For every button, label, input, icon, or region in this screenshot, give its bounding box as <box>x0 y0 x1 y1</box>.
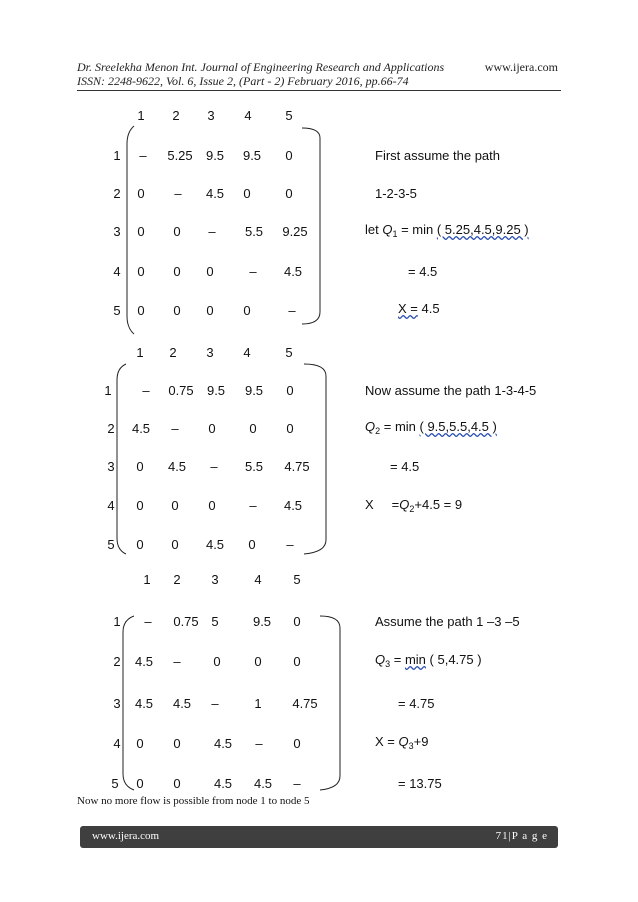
matrix-cell: 0 <box>285 186 293 201</box>
note-equation: $X = Q_3+9$ <box>375 734 429 751</box>
matrix-cell: 4.5 <box>131 421 151 436</box>
matrix-cell: 9.5 <box>206 383 226 398</box>
left-bracket <box>124 124 136 336</box>
col-header: 3 <box>206 345 214 360</box>
matrix-cell: 4.5 <box>167 459 187 474</box>
matrix-cell: – <box>286 537 294 552</box>
matrix-cell: 0 <box>173 736 181 751</box>
matrix-cell: – <box>208 224 216 239</box>
matrix-cell: 0 <box>137 224 145 239</box>
matrix-cell: 0 <box>208 421 216 436</box>
matrix-cell: – <box>255 736 263 751</box>
matrix-cell: 0 <box>293 736 301 751</box>
matrix-cell: 0 <box>173 776 181 791</box>
row-label: 5 <box>107 537 115 552</box>
row-label: 2 <box>113 654 121 669</box>
matrix-cell: 0 <box>137 303 145 318</box>
col-header: 1 <box>137 108 145 123</box>
col-header: 2 <box>169 345 177 360</box>
matrix-cell: 9.5 <box>244 383 264 398</box>
matrix-cell: 0 <box>136 776 144 791</box>
matrix-cell: 9.5 <box>252 614 272 629</box>
matrix-cell: 9.5 <box>205 148 225 163</box>
col-header: 4 <box>243 345 251 360</box>
matrix-cell: 4.75 <box>284 459 310 474</box>
note-text: = 4.5 <box>390 459 420 474</box>
matrix-cell: 0 <box>137 186 145 201</box>
matrix-cell: 4.5 <box>213 736 233 751</box>
matrix-cell: – <box>139 148 147 163</box>
matrix-cell: 4.5 <box>283 498 303 513</box>
row-label: 5 <box>111 776 119 791</box>
matrix-cell: 0 <box>171 498 179 513</box>
matrix-cell: 0 <box>285 148 293 163</box>
matrix-cell: 0 <box>173 224 181 239</box>
matrix-cell: 0 <box>243 186 251 201</box>
matrix-cell: 0 <box>136 537 144 552</box>
matrix-cell: 5.5 <box>244 224 264 239</box>
matrix-cell: 0 <box>173 264 181 279</box>
row-label: 4 <box>113 264 121 279</box>
matrix-cell: 4.5 <box>134 654 154 669</box>
matrix-cell: – <box>142 383 150 398</box>
note-text: = 4.75 <box>398 696 435 711</box>
matrix-cell: 0 <box>173 303 181 318</box>
matrix-cell: 0 <box>136 498 144 513</box>
row-label: 1 <box>113 148 121 163</box>
note-text: Assume the path 1 –3 –5 <box>375 614 520 629</box>
col-header: 2 <box>173 572 181 587</box>
col-header: 3 <box>211 572 219 587</box>
matrix-cell: 0 <box>286 421 294 436</box>
matrix-cell: 1 <box>254 696 262 711</box>
matrix-cell: 0 <box>136 459 144 474</box>
left-bracket <box>113 362 129 556</box>
note-text: First assume the path <box>375 148 500 163</box>
matrix-cell: 0 <box>208 498 216 513</box>
matrix-cell: 4.5 <box>205 186 225 201</box>
matrix-cell: – <box>210 459 218 474</box>
matrix-cell: – <box>249 498 257 513</box>
matrix-cell: 0 <box>293 654 301 669</box>
col-header: 5 <box>285 108 293 123</box>
right-bracket <box>318 614 344 792</box>
note-equation: $Q_2 = \min$ ( 9.5,5.5,4.5 ) <box>365 419 497 436</box>
row-label: 1 <box>104 383 112 398</box>
matrix-cell: – <box>288 303 296 318</box>
matrix-cell: 0 <box>206 264 214 279</box>
col-header: 1 <box>143 572 151 587</box>
col-header: 5 <box>285 345 293 360</box>
matrix-cell: 4.5 <box>134 696 154 711</box>
note-equation: let $Q_1 = \min$ ( 5.25,4.5,9.25 ) <box>365 222 529 239</box>
matrix-cell: 0 <box>136 736 144 751</box>
row-label: 3 <box>107 459 115 474</box>
row-label: 3 <box>113 224 121 239</box>
col-header: 4 <box>244 108 252 123</box>
journal-header-line1: Dr. Sreelekha Menon Int. Journal of Engineering Research and Applications <box>77 60 445 74</box>
col-header: 4 <box>254 572 262 587</box>
note-text: Now assume the path 1-3-4-5 <box>365 383 537 398</box>
matrix-cell: 0.75 <box>173 614 199 629</box>
matrix-cell: – <box>144 614 152 629</box>
matrix-cell: 0 <box>213 654 221 669</box>
header-rule <box>77 90 561 91</box>
matrix-cell: 9.5 <box>242 148 262 163</box>
row-label: 2 <box>107 421 115 436</box>
page-number: 71|P a g e <box>495 830 548 842</box>
col-header: 3 <box>207 108 215 123</box>
matrix-cell: 4.5 <box>172 696 192 711</box>
matrix-cell: 0 <box>171 537 179 552</box>
col-header: 5 <box>293 572 301 587</box>
footer-url: www.ijera.com <box>92 830 160 842</box>
journal-header-line2: ISSN: 2248-9622, Vol. 6, Issue 2, (Part - 2) February 2016, pp.66-74 <box>77 74 409 88</box>
row-label: 1 <box>113 614 121 629</box>
matrix-cell: 0 <box>286 383 294 398</box>
note-text: = 13.75 <box>398 776 442 791</box>
matrix-cell: 0.75 <box>168 383 194 398</box>
row-label: 4 <box>107 498 115 513</box>
matrix-cell: 0 <box>137 264 145 279</box>
note-text: 1-2-3-5 <box>375 186 417 201</box>
matrix-cell: 4.5 <box>283 264 303 279</box>
row-label: 2 <box>113 186 121 201</box>
matrix-cell: 4.5 <box>213 776 233 791</box>
matrix-cell: – <box>174 186 182 201</box>
matrix-cell: 0 <box>293 614 301 629</box>
matrix-cell: 5.5 <box>244 459 264 474</box>
note-equation: $X =Q_2+4.5 = 9$ <box>365 497 463 514</box>
matrix-cell: 5.25 <box>167 148 193 163</box>
col-header: 1 <box>136 345 144 360</box>
note-text: = 4.5 <box>408 264 438 279</box>
row-label: 5 <box>113 303 121 318</box>
matrix-cell: 0 <box>243 303 251 318</box>
matrix-cell: 9.25 <box>282 224 308 239</box>
col-header: 2 <box>172 108 180 123</box>
page-footer <box>80 826 558 848</box>
matrix-cell: – <box>171 421 179 436</box>
matrix-cell: 4.75 <box>292 696 318 711</box>
matrix-cell: 0 <box>206 303 214 318</box>
matrix-cell: 5 <box>211 614 219 629</box>
matrix-cell: 0 <box>248 537 256 552</box>
row-label: 3 <box>113 696 121 711</box>
matrix-cell: 4.5 <box>205 537 225 552</box>
matrix-cell: 0 <box>254 654 262 669</box>
matrix-cell: – <box>211 696 219 711</box>
matrix-cell: 0 <box>249 421 257 436</box>
matrix-cell: – <box>173 654 181 669</box>
row-label: 4 <box>113 736 121 751</box>
matrix-cell: – <box>293 776 301 791</box>
journal-url: www.ijera.com <box>484 60 558 74</box>
caption-text: Now no more flow is possible from node 1 to node 5 <box>77 795 310 807</box>
note-result: X = 4.5 <box>398 301 440 316</box>
matrix-cell: – <box>249 264 257 279</box>
matrix-cell: 4.5 <box>253 776 273 791</box>
note-equation: $Q_3 = \min$ ( 5,4.75 ) <box>375 652 482 669</box>
